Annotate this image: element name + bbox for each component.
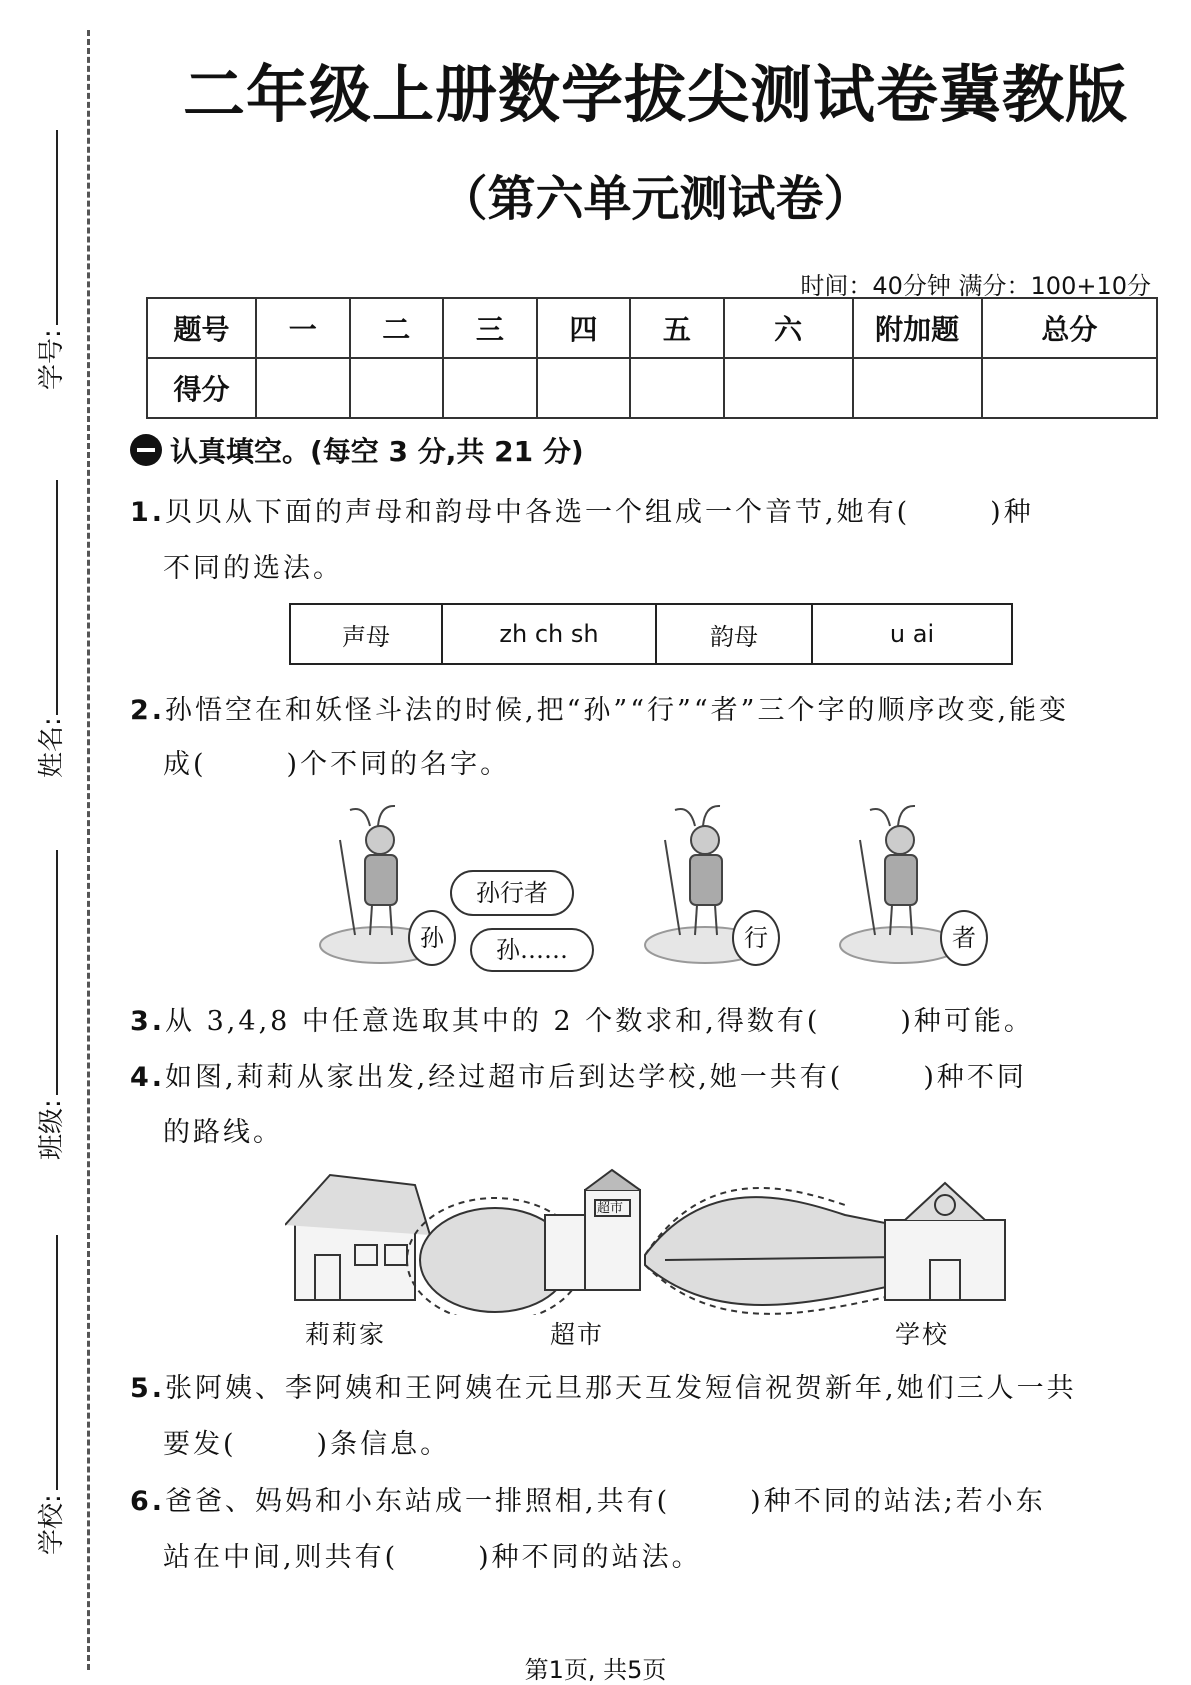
question-text: 张阿姨、李阿姨和王阿姨在元旦那天互发短信祝贺新年,她们三人一共	[165, 1373, 1077, 1404]
page-number: 第1页, 共5页	[524, 1656, 667, 1684]
question-number: 1.	[130, 497, 166, 528]
map-label-home: 莉莉家	[305, 1320, 387, 1349]
map-label-supermarket: 超市	[550, 1320, 605, 1349]
score-header-cell: 四	[537, 298, 631, 358]
question-text: 从 3,4,8 中任意选取其中的 2 个数求和,得数有(	[165, 1006, 821, 1037]
question-text: 站在中间,则共有(	[163, 1542, 399, 1573]
initials-values: zh ch sh	[442, 604, 656, 664]
score-cell[interactable]	[443, 358, 537, 418]
question-number: 4.	[130, 1062, 166, 1093]
score-table-header-row	[147, 298, 1157, 358]
score-header-cell: 总分	[982, 298, 1157, 358]
score-cell[interactable]	[982, 358, 1157, 418]
question-6-line-2	[163, 1535, 702, 1574]
question-text: )种可能。	[900, 1006, 1034, 1037]
score-table-score-row	[147, 358, 1157, 418]
question-2-line-1	[130, 688, 1069, 727]
question-1-line-2: 不同的选法。	[163, 553, 343, 584]
question-4-line-1	[130, 1055, 1027, 1094]
question-text: )种不同的站法;若小东	[750, 1486, 1046, 1517]
score-table	[146, 297, 1158, 419]
question-2-line-2	[163, 742, 510, 781]
question-text: )种	[990, 497, 1034, 528]
monkey-king-illustration	[300, 800, 1000, 970]
exam-meta: 时间：40分钟 满分：100+10分	[800, 272, 1151, 300]
route-map-illustration	[285, 1165, 1015, 1355]
class-underline	[56, 850, 58, 1095]
score-cell[interactable]	[630, 358, 724, 418]
map-label-school: 学校	[895, 1320, 950, 1349]
name-label: 姓名:	[37, 717, 67, 778]
score-header-cell: 二	[350, 298, 444, 358]
question-6-line-1	[130, 1479, 1046, 1518]
score-cell[interactable]	[256, 358, 350, 418]
section-1-heading	[130, 430, 584, 470]
speech-bubble: 孙……	[470, 928, 594, 972]
score-cell[interactable]	[853, 358, 982, 418]
initials-label: 声母	[290, 604, 442, 664]
question-number: 5.	[130, 1373, 166, 1404]
monkey-king-figures-icon	[300, 800, 1000, 970]
character-circle: 孙	[408, 910, 456, 966]
question-5-line-1	[130, 1366, 1077, 1405]
class-label: 班级:	[37, 1099, 67, 1160]
score-cell[interactable]	[724, 358, 853, 418]
route-map-icon	[285, 1165, 1015, 1315]
score-header-cell: 五	[630, 298, 724, 358]
question-text: 如图,莉莉从家出发,经过超市后到达学校,她一共有(	[165, 1062, 844, 1093]
finals-values: u ai	[812, 604, 1012, 664]
question-text: 成(	[163, 749, 207, 780]
score-cell[interactable]	[537, 358, 631, 418]
section-number-badge-icon	[130, 434, 162, 466]
score-row-label: 得分	[147, 358, 256, 418]
question-3-line-1	[130, 999, 1034, 1038]
question-number: 6.	[130, 1486, 166, 1517]
question-text: 贝贝从下面的声母和韵母中各选一个组成一个音节,她有(	[165, 497, 911, 528]
supermarket-sign: 超市	[597, 1201, 624, 1216]
question-text: )种不同的站法。	[478, 1542, 702, 1573]
score-header-cell: 附加题	[853, 298, 982, 358]
name-underline	[56, 480, 58, 715]
score-header-cell: 题号	[147, 298, 256, 358]
question-text: 孙悟空在和妖怪斗法的时候,把“孙”“行”“者”三个字的顺序改变,能变	[165, 695, 1070, 726]
page-subtitle: （第六单元测试卷）	[439, 171, 872, 227]
question-text: )种不同	[923, 1062, 1027, 1093]
finals-label: 韵母	[656, 604, 812, 664]
question-text: 要发(	[163, 1429, 237, 1460]
score-header-cell: 三	[443, 298, 537, 358]
score-header-cell: 一	[256, 298, 350, 358]
binding-dashed-line	[87, 30, 90, 1670]
character-circle: 行	[732, 910, 780, 966]
section-1-title: 认真填空。(每空 3 分,共 21 分)	[170, 435, 584, 468]
school-label: 学校:	[37, 1494, 67, 1555]
question-1-line-1	[130, 490, 1034, 529]
question-text: )条信息。	[316, 1429, 451, 1460]
score-header-cell: 六	[724, 298, 853, 358]
pinyin-table	[289, 603, 1013, 665]
question-text: 爸爸、妈妈和小东站成一排照相,共有(	[165, 1486, 671, 1517]
question-4-line-2: 的路线。	[163, 1117, 283, 1148]
question-text: )个不同的名字。	[286, 749, 511, 780]
school-underline	[56, 1235, 58, 1490]
student-id-label: 学号:	[37, 329, 67, 390]
character-circle: 者	[940, 910, 988, 966]
speech-bubble: 孙行者	[450, 870, 574, 916]
question-5-line-2	[163, 1422, 450, 1461]
score-cell[interactable]	[350, 358, 444, 418]
page-title: 二年级上册数学拔尖测试卷冀教版	[182, 58, 1128, 131]
question-number: 2.	[130, 695, 166, 726]
question-number: 3.	[130, 1006, 166, 1037]
